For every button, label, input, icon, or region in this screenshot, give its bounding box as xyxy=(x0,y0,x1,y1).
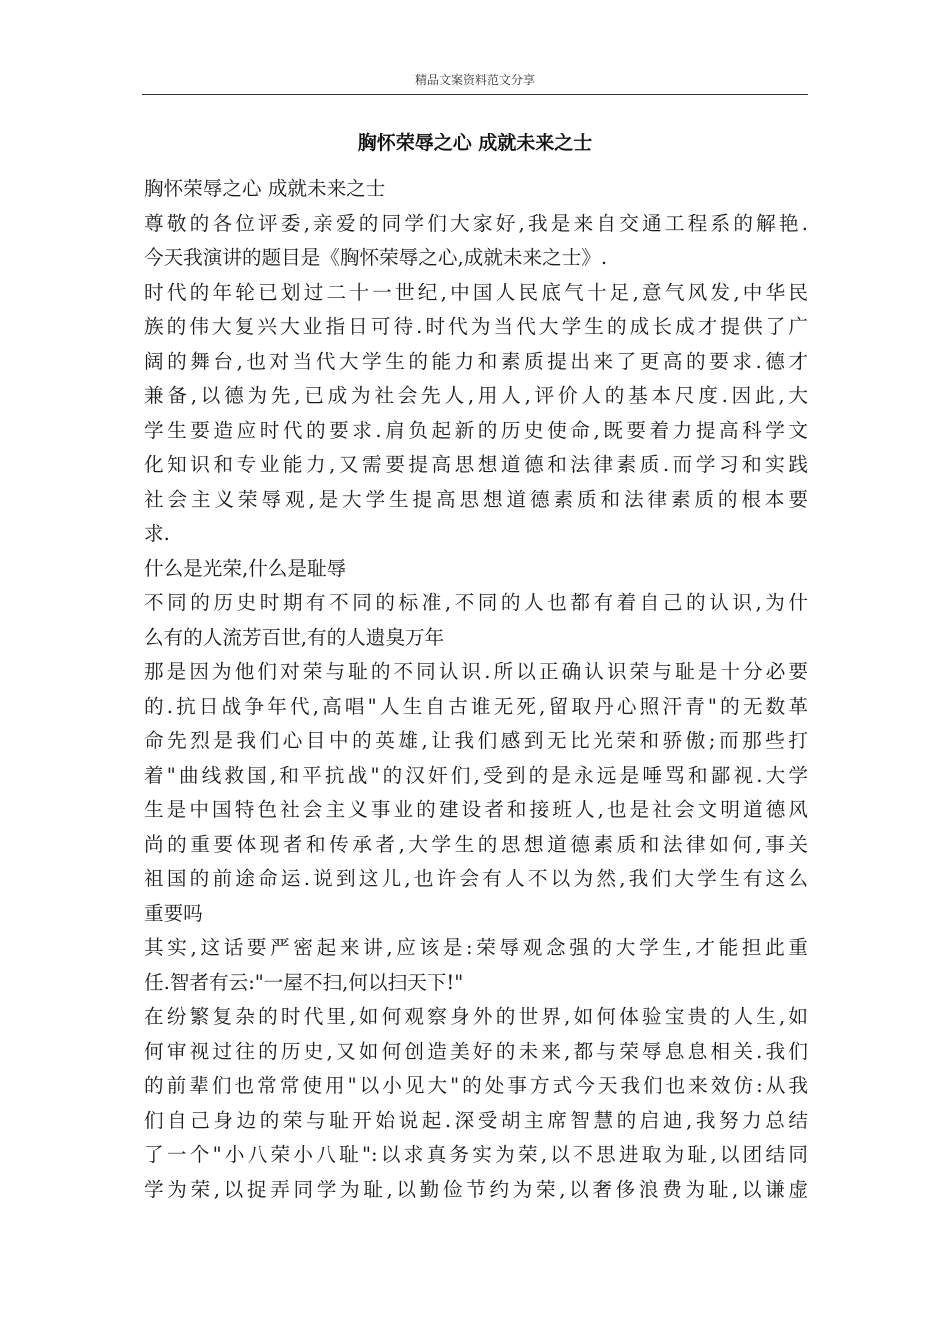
body-line: 阔的舞台,也对当代大学生的能力和素质提出来了更高的要求.德才 xyxy=(144,349,808,373)
body-line: 求. xyxy=(144,522,170,545)
body-line: 重要吗 xyxy=(144,901,203,925)
body-line: 何审视过往的历史,又如何创造美好的未来,都与荣辱息息相关.我们 xyxy=(144,1039,808,1063)
body-line: 任.智者有云:"一屋不扫,何以扫天下!" xyxy=(144,970,464,994)
body-line: 尚的重要体现者和传承者,大学生的思想道德素质和法律如何,事关 xyxy=(144,832,808,856)
body-line: 化知识和专业能力,又需要提高思想道德和法律素质.而学习和实践 xyxy=(144,453,808,476)
body-line: 兼备,以德为先,已成为社会先人,用人,评价人的基本尺度.因此,大 xyxy=(144,384,808,407)
body-line: 胸怀荣辱之心 成就未来之士 xyxy=(144,177,386,200)
body-line: 命先烈是我们心目中的英雄,让我们感到无比光荣和骄傲;而那些打 xyxy=(144,729,808,752)
body-line: 学生要造应时代的要求.肩负起新的历史使命,既要着力提高科学文 xyxy=(144,418,808,442)
header-text: 精品文案资料范文分享 xyxy=(414,73,535,87)
body-line: 时代的年轮已划过二十一世纪,中国人民底气十足,意气风发,中华民 xyxy=(144,280,808,304)
body-line: 尊敬的各位评委,亲爱的同学们大家好,我是来自交通工程系的解艳. xyxy=(144,211,808,235)
body-line: 祖国的前途命运.说到这儿,也许会有人不以为然,我们大学生有这么 xyxy=(144,867,808,890)
body-line: 那是因为他们对荣与耻的不同认识.所以正确认识荣与耻是十分必要 xyxy=(144,660,808,683)
body-line: 了一个"小八荣小八耻":以求真务实为荣,以不思进取为耻,以团结同 xyxy=(144,1143,808,1166)
body-line: 族的伟大复兴大业指日可待.时代为当代大学生的成长成才提供了广 xyxy=(144,315,808,338)
body-line: 着"曲线救国,和平抗战"的汉奸们,受到的是永远是唾骂和鄙视.大学 xyxy=(144,763,808,787)
document-body xyxy=(144,172,808,1207)
body-line: 学为荣,以捉弄同学为耻,以勤俭节约为荣,以奢侈浪费为耻,以谦虚 xyxy=(144,1177,808,1201)
document-title: 胸怀荣辱之心 成就未来之士 xyxy=(357,132,593,154)
body-line: 么有的人流芳百世,有的人遗臭万年 xyxy=(144,625,445,649)
body-line: 生是中国特色社会主义事业的建设者和接班人,也是社会文明道德风 xyxy=(144,798,808,821)
body-line: 的.抗日战争年代,高唱"人生自古谁无死,留取丹心照汗青"的无数革 xyxy=(144,694,808,718)
page-header xyxy=(142,66,808,95)
body-line: 社会主义荣辱观,是大学生提高思想道德素质和法律素质的根本要 xyxy=(144,487,808,511)
body-line: 的前辈们也常常使用"以小见大"的处事方式今天我们也来效仿:从我 xyxy=(144,1074,808,1097)
body-line: 其实,这话要严密起来讲,应该是:荣辱观念强的大学生,才能担此重 xyxy=(144,936,808,959)
body-line: 今天我演讲的题目是《胸怀荣辱之心,成就未来之士》. xyxy=(144,246,608,269)
body-line: 们自己身边的荣与耻开始说起.深受胡主席智慧的启迪,我努力总结 xyxy=(144,1108,808,1132)
body-line: 在纷繁复杂的时代里,如何观察身外的世界,如何体验宝贵的人生,如 xyxy=(144,1005,808,1028)
body-line: 不同的历史时期有不同的标准,不同的人也都有着自己的认识,为什 xyxy=(144,591,808,614)
body-line: 什么是光荣,什么是耻辱 xyxy=(144,556,347,580)
